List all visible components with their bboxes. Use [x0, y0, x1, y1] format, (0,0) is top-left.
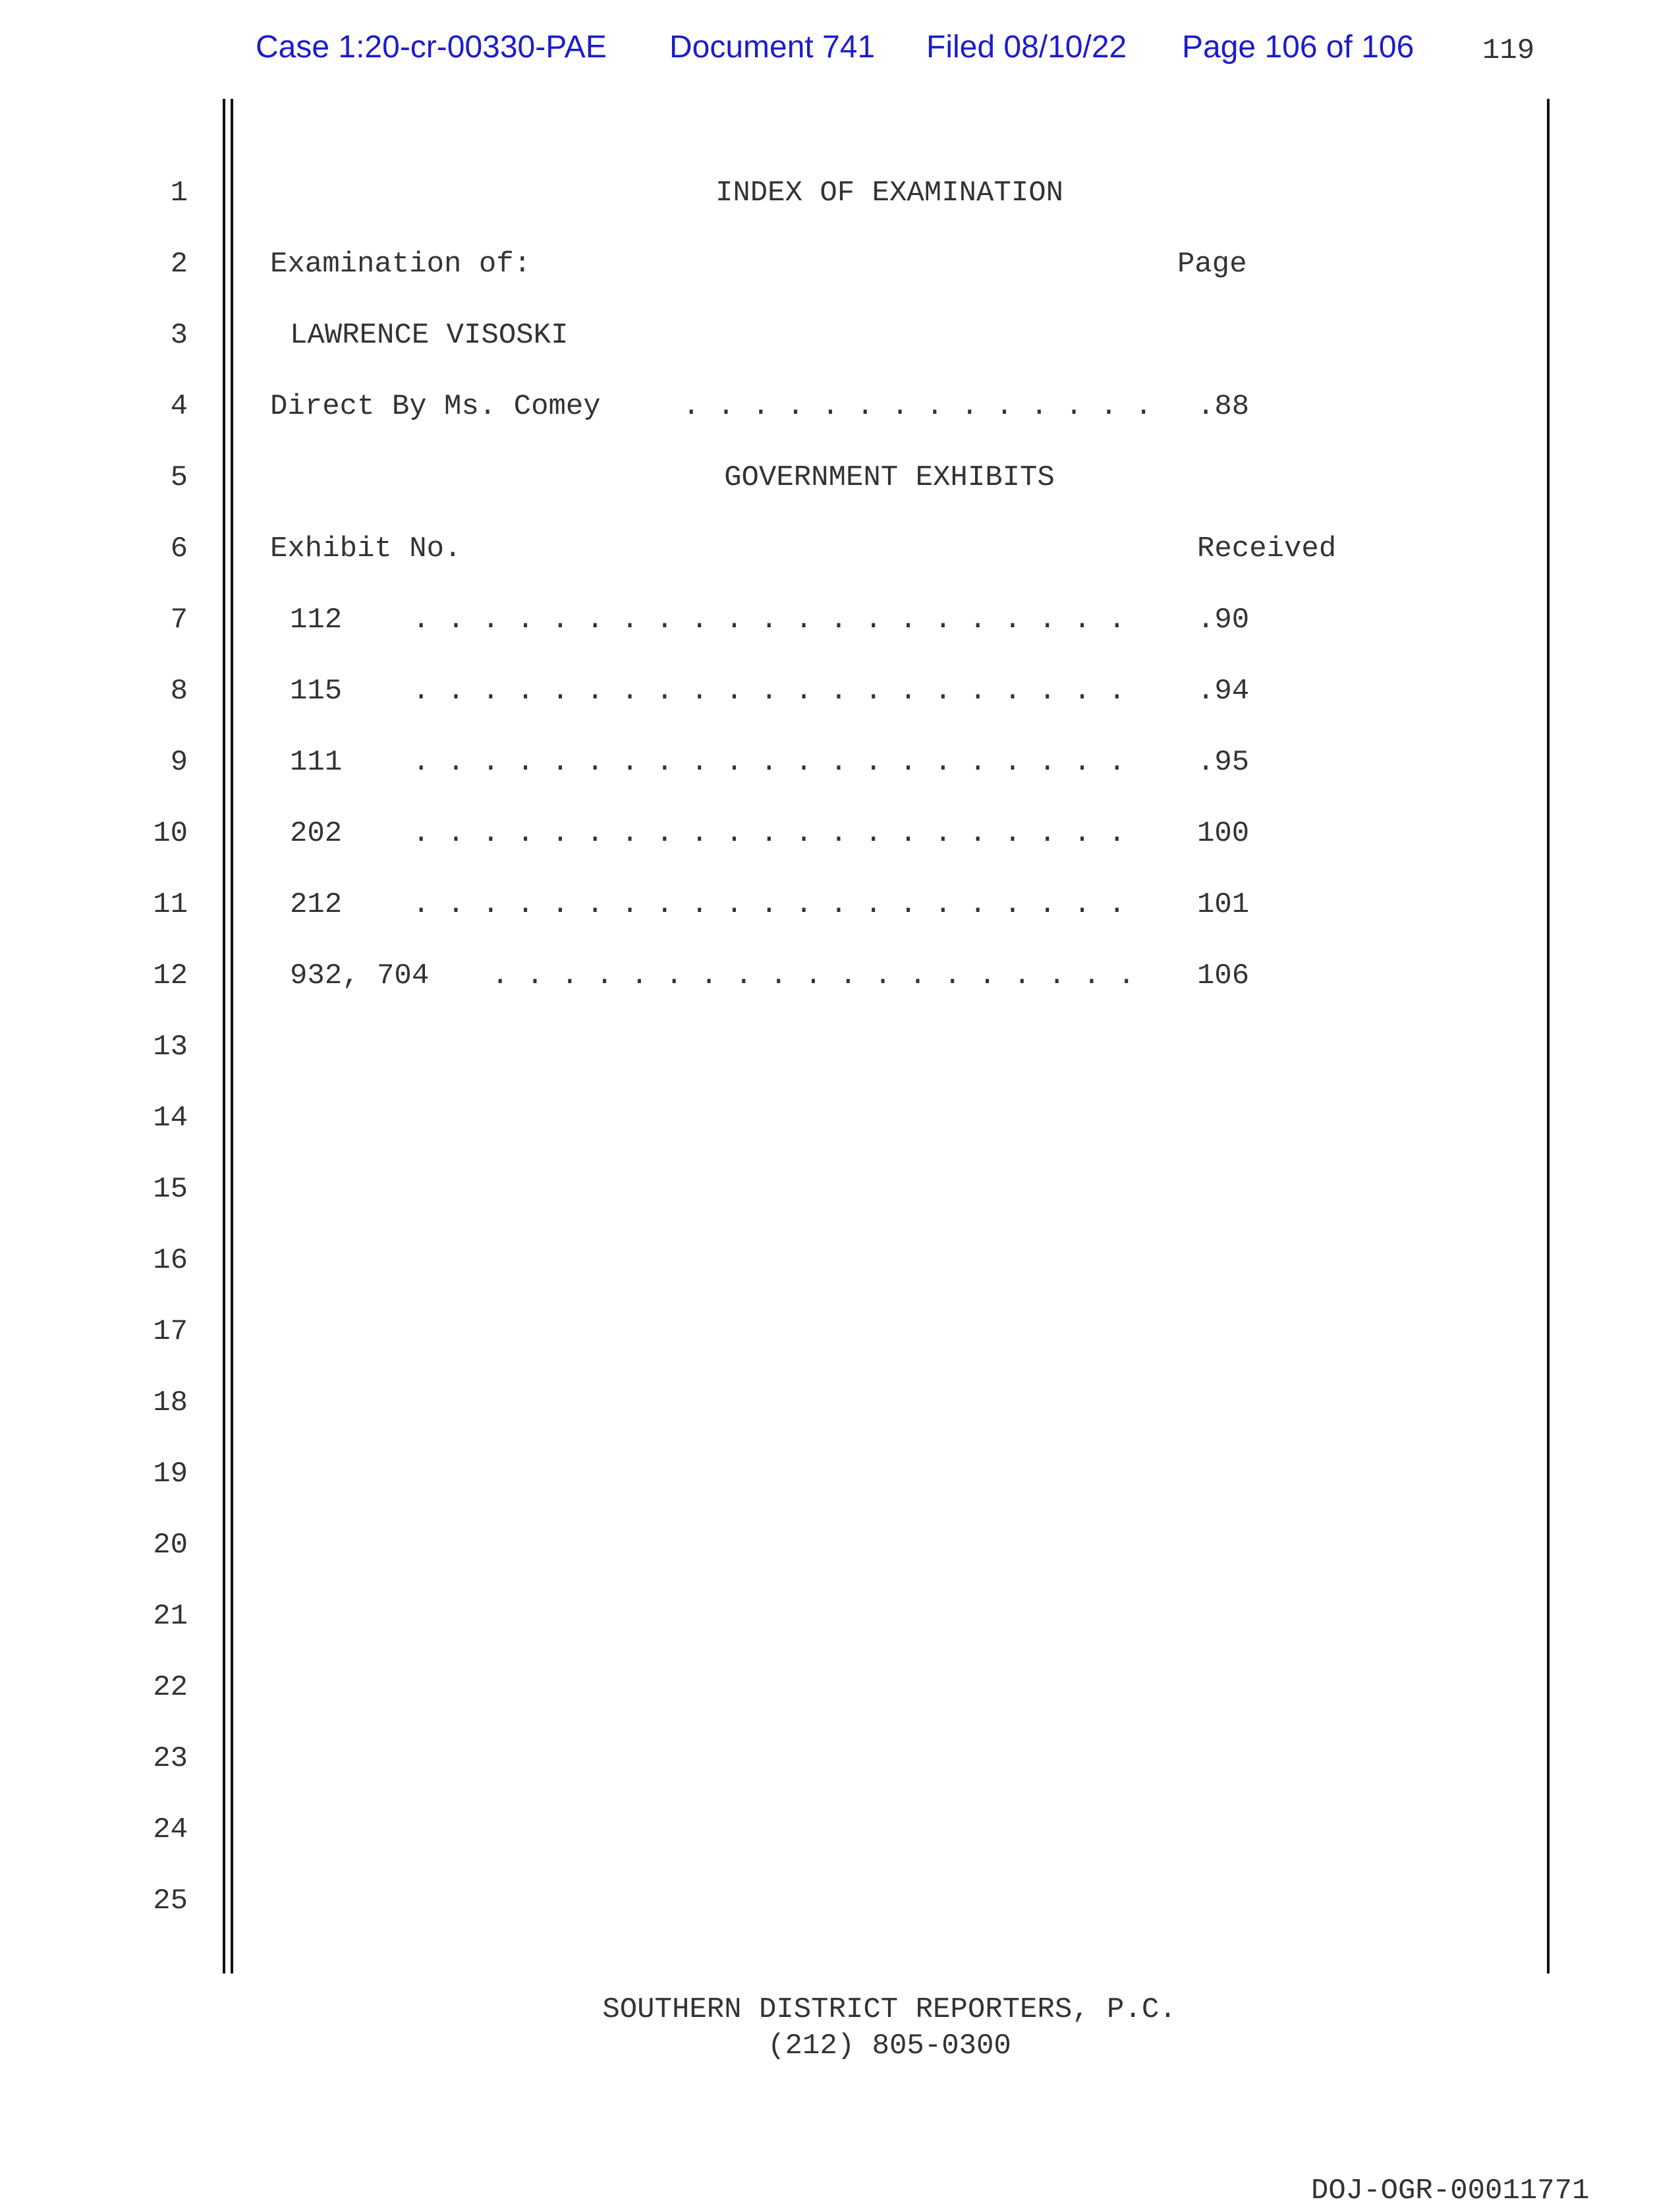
exhibit-received-page: 101 — [1197, 888, 1250, 921]
index-title: INDEX OF EXAMINATION — [715, 177, 1064, 210]
examination-entry-label: Direct By Ms. Comey — [270, 390, 601, 423]
line-number: 24 — [153, 1813, 188, 1846]
exhibit-received-page: 106 — [1197, 959, 1250, 992]
exhibit-column-heading: Exhibit No. — [270, 532, 462, 565]
page-of-total: Page 106 of 106 — [1182, 30, 1414, 65]
line-number: 11 — [153, 888, 188, 921]
left-margin-rule-inner — [231, 99, 233, 1973]
exhibit-number: 202 — [290, 817, 343, 850]
exhibit-received-page: .94 — [1197, 675, 1250, 708]
line-number: 8 — [170, 675, 188, 708]
line-number: 4 — [170, 390, 188, 423]
line-number: 25 — [153, 1885, 188, 1917]
line-number: 5 — [170, 461, 188, 494]
exhibit-number: 115 — [290, 675, 343, 708]
page-column-heading: Page — [1177, 248, 1247, 281]
line-number: 17 — [153, 1315, 188, 1348]
right-margin-rule — [1547, 99, 1550, 1973]
exhibit-number: 111 — [290, 746, 343, 779]
exhibit-dots: . . . . . . . . . . . . . . . . . . . . . — [412, 604, 1126, 637]
exhibit-received-page: 100 — [1197, 817, 1250, 850]
document-number: Document 741 — [669, 30, 876, 65]
line-number: 6 — [170, 532, 188, 565]
line-number: 19 — [153, 1458, 188, 1490]
exhibit-received-page: .90 — [1197, 604, 1250, 637]
case-number: Case 1:20-cr-00330-PAE — [256, 30, 607, 65]
left-margin-rule-outer — [223, 99, 225, 1973]
exhibits-title: GOVERNMENT EXHIBITS — [724, 461, 1055, 494]
bates-number: DOJ-OGR-00011771 — [1311, 2174, 1590, 2207]
line-number: 3 — [170, 319, 188, 352]
examination-column-heading: Examination of: — [270, 248, 532, 281]
exhibit-received-page: .95 — [1197, 746, 1250, 779]
court-reporter-name: SOUTHERN DISTRICT REPORTERS, P.C. — [602, 1993, 1177, 2026]
line-number: 12 — [153, 959, 188, 992]
exhibit-number: 932, 704 — [290, 959, 430, 992]
line-number: 14 — [153, 1102, 188, 1135]
examination-entry-dots: . . . . . . . . . . . . . . — [683, 390, 1152, 423]
examination-entry-page: .88 — [1197, 390, 1250, 423]
line-number: 15 — [153, 1173, 188, 1206]
line-number: 20 — [153, 1529, 188, 1562]
court-reporter-phone: (212) 805-0300 — [768, 2029, 1011, 2062]
line-number: 21 — [153, 1600, 188, 1633]
line-number: 2 — [170, 248, 188, 281]
exhibit-dots: . . . . . . . . . . . . . . . . . . . — [491, 959, 1135, 992]
exhibit-dots: . . . . . . . . . . . . . . . . . . . . . — [412, 746, 1126, 779]
line-number: 9 — [170, 746, 188, 779]
line-number: 13 — [153, 1031, 188, 1063]
line-number: 16 — [153, 1244, 188, 1277]
exhibit-dots: . . . . . . . . . . . . . . . . . . . . . — [412, 675, 1126, 708]
exhibit-dots: . . . . . . . . . . . . . . . . . . . . . — [412, 888, 1126, 921]
received-column-heading: Received — [1197, 532, 1337, 565]
line-number: 10 — [153, 817, 188, 850]
line-number: 18 — [153, 1386, 188, 1419]
transcript-page-number: 119 — [1482, 34, 1535, 67]
exhibit-number: 112 — [290, 604, 343, 637]
exhibit-dots: . . . . . . . . . . . . . . . . . . . . . — [412, 817, 1126, 850]
line-number: 22 — [153, 1671, 188, 1704]
filed-date: Filed 08/10/22 — [926, 30, 1127, 65]
exhibit-number: 212 — [290, 888, 343, 921]
line-number: 7 — [170, 604, 188, 637]
witness-name: LAWRENCE VISOSKI — [290, 319, 569, 352]
line-number: 1 — [170, 177, 188, 210]
line-number: 23 — [153, 1742, 188, 1775]
